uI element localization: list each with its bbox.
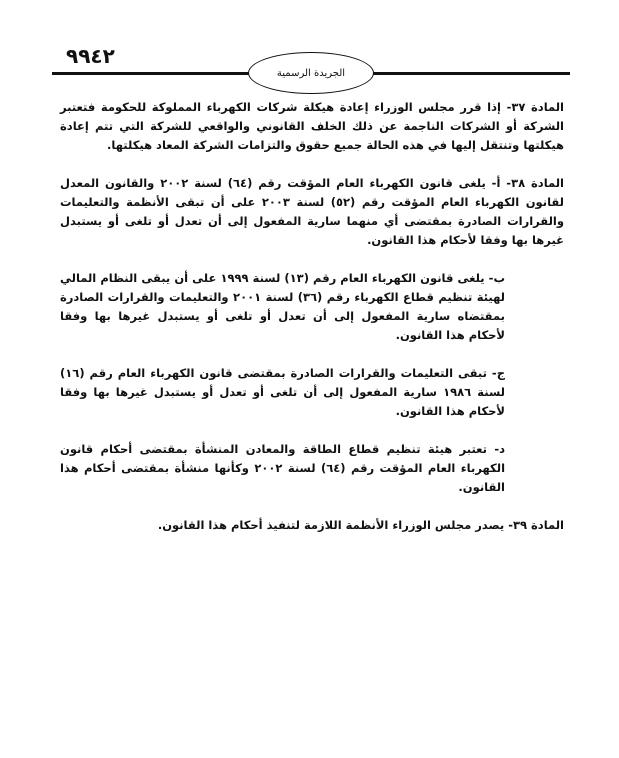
article-37: [60, 98, 564, 155]
article-label: المادة ٣٩-: [504, 518, 564, 532]
clause-d-text: د- تعتبر هيئة تنظيم قطاع الطاقة والمعادن المنشأة بمقتضى أحكام قانون الكهرباء العام المؤقت رقم (٦٤) لسنة ٢٠٠٢ وكأنها منشأة بمقتضى أحكام هذا القانون.: [60, 442, 506, 494]
gazette-title-oval: [248, 52, 374, 94]
clause-c: [60, 364, 564, 421]
clause-c-text: ج- تبقى التعليمات والقرارات الصادرة بمقتضى قانون الكهرباء العام رقم (١٦) لسنة ١٩٨٦ سارية المفعول إلى أن تلغى أو تعدل أو يستبدل غيرها بها وفقا لأحكام هذا القانون.: [60, 366, 505, 418]
article-label: المادة ٣٧-: [500, 100, 564, 114]
article-39: [60, 516, 564, 535]
clause-a-text: أ- يلغى قانون الكهرباء العام المؤقت رقم (٦٤) لسنة ٢٠٠٢ والقانون المعدل لقانون الكهرباء العام المؤقت رقم (٥٢) لسنة ٢٠٠٣ على أن تبقى الأنظمة والتعليمات والقرارات الصادرة بمقتضى أي منهما سارية المفعول إلى أن تعدل أو تلغى أو يستبدل غيرها بها وفقا لأحكام هذا القانون.: [60, 176, 564, 247]
header-rule-right: [372, 72, 570, 75]
page-number: ٢٤٩٩: [66, 44, 115, 68]
clause-b-text: ب- يلغى قانون الكهرباء العام رقم (١٣) لسنة ١٩٩٩ على أن يبقى النظام المالي لهيئة تنظيم قطاع الكهرباء رقم (٣٦) لسنة ٢٠٠١ والتعليمات والقرارات الصادرة بمقتضاه سارية المفعول إلى أن تعدل أو تلغى أو يستبدل غيرها بها وفقا لأحكام هذا القانون.: [60, 271, 506, 342]
article-text: إذا قرر مجلس الوزراء إعادة هيكلة شركات الكهرباء المملوكة للحكومة فتعتبر الشركة أو الشركات الناجمة عن ذلك الخلف القانوني والواقعي للشركة التي تتم إعادة هيكلتها وتنتقل إليها في هذه الحالة جميع حقوق والتزامات الشركة المعاد هيكلتها.: [60, 100, 564, 152]
article-label: المادة ٣٨-: [500, 176, 564, 190]
article-38: [60, 174, 564, 497]
article-text: يصدر مجلس الوزراء الأنظمة اللازمة لتنفيذ أحكام هذا القانون.: [157, 518, 505, 532]
document-body: [60, 98, 564, 535]
gazette-title: الجريدة الرسمية: [276, 67, 346, 79]
header-rule-left: [52, 72, 250, 75]
clause-d: [60, 440, 564, 497]
page-header: [0, 0, 619, 100]
clause-b: [60, 269, 564, 345]
